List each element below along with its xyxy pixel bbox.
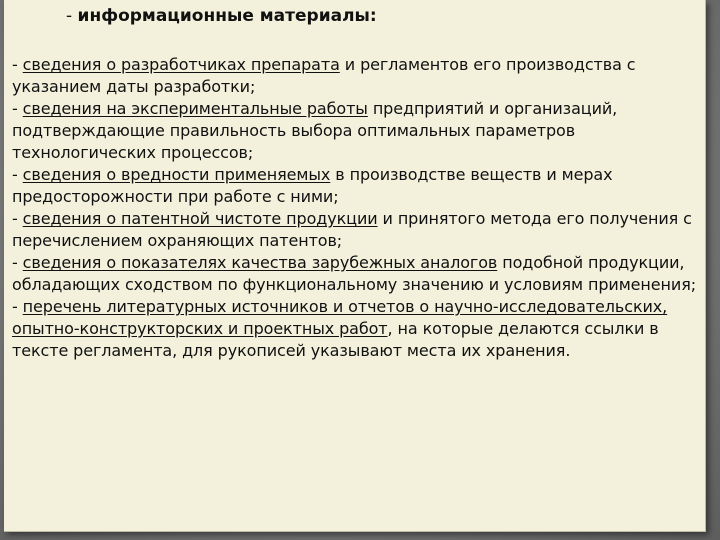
slide [4, 0, 706, 532]
list-item [12, 296, 702, 362]
item-dash: - [12, 253, 23, 272]
item-text: и регламентов его производства с указанием даты разработки; [12, 55, 636, 96]
list-item [12, 98, 702, 164]
item-dash: - [12, 55, 23, 74]
item-link-experimental-works[interactable]: сведения на экспериментальные работы [22, 99, 368, 118]
item-link-harmfulness[interactable]: сведения о вредности применяемых [22, 165, 331, 184]
list-item [12, 54, 702, 98]
slide-body [12, 54, 702, 362]
slide-heading [66, 4, 377, 28]
list-item [12, 164, 702, 208]
item-link-foreign-analogs[interactable]: сведения о показателях качества зарубежных аналогов [22, 253, 498, 272]
item-dash: - [12, 209, 23, 228]
item-text: и принятого метода его получения с перечислением охраняющих патентов; [12, 209, 692, 250]
item-link-literature-sources[interactable]: перечень литературных источников и отчетов о научно-исследовательских, опытно-конструкторских и проектных работ [12, 297, 668, 338]
item-text: в производстве веществ и мерах предосторожности при работе с ними; [12, 165, 613, 206]
item-text: , на которые делаются ссылки в тексте регламента, для рукописей указывают места их хранения. [12, 319, 659, 360]
item-text: подобной продукции, обладающих сходством по функциональному значению и условиям применения; [12, 253, 697, 294]
item-link-developers[interactable]: сведения о разработчиках препарата [22, 55, 340, 74]
heading-title: информационные материалы: [77, 6, 377, 26]
item-text: предприятий и организаций, подтверждающие правильность выбора оптимальных параметров технологических процессов; [12, 99, 618, 162]
item-dash: - [12, 99, 23, 118]
list-item [12, 252, 702, 296]
heading-dash: - [66, 6, 78, 26]
item-dash: - [12, 297, 23, 316]
list-item [12, 208, 702, 252]
item-dash: - [12, 165, 23, 184]
item-link-patent-purity[interactable]: сведения о патентной чистоте продукции [22, 209, 378, 228]
